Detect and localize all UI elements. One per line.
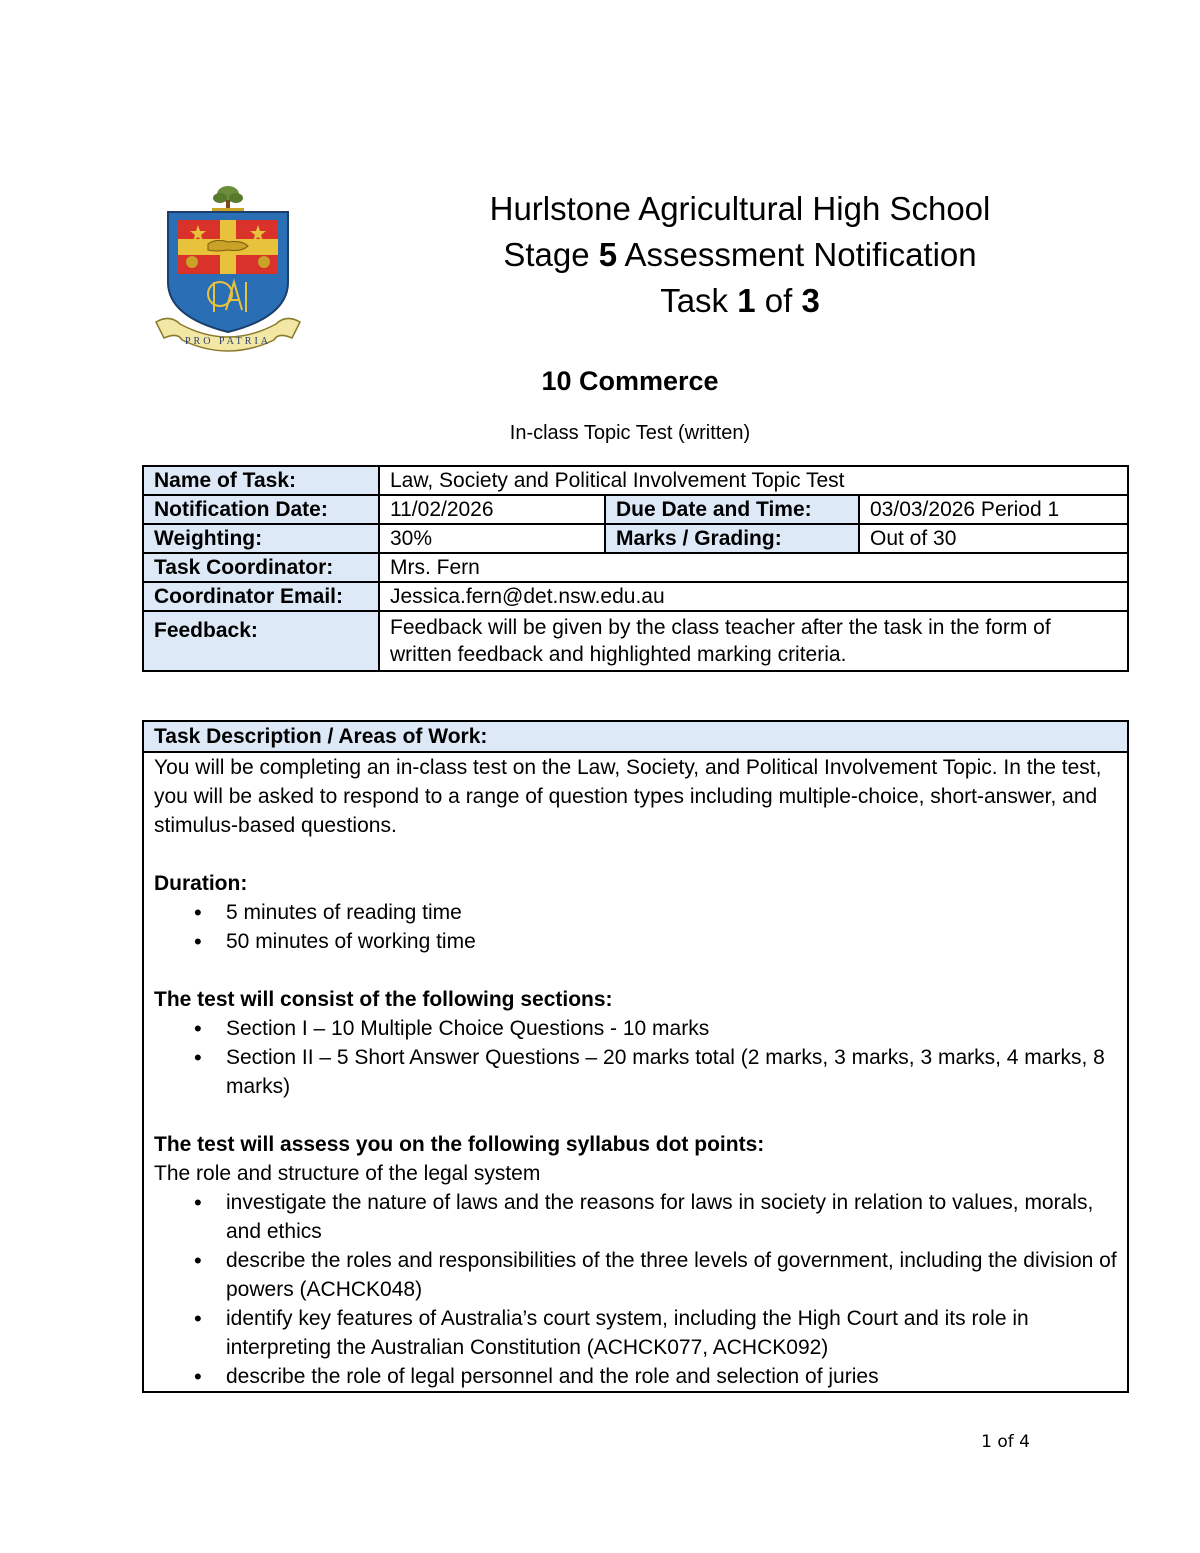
due-date-label: Due Date and Time: bbox=[605, 495, 859, 524]
coordinator-email-value[interactable]: Jessica.fern@det.nsw.edu.au bbox=[379, 582, 1128, 611]
marks-value: Out of 30 bbox=[859, 524, 1128, 553]
sections-list bbox=[154, 1014, 1117, 1101]
task-info-table bbox=[142, 465, 1129, 672]
sections-label: The test will consist of the following sections: bbox=[154, 988, 613, 1011]
task-coordinator-value: Mrs. Fern bbox=[379, 553, 1128, 582]
due-date-value: 03/03/2026 Period 1 bbox=[859, 495, 1128, 524]
subject-title: 10 Commerce bbox=[541, 366, 719, 396]
tree-crest-icon bbox=[212, 186, 244, 214]
table-row bbox=[143, 553, 1128, 582]
task-type: In-class Topic Test (written) bbox=[509, 422, 751, 444]
notification-date-value: 11/02/2026 bbox=[379, 495, 605, 524]
list-item: • Section I – 10 Multiple Choice Questions - 10 marks bbox=[226, 1014, 1117, 1043]
feedback-label: Feedback: bbox=[143, 611, 379, 671]
table-row bbox=[143, 524, 1128, 553]
description-intro: You will be completing an in-class test on the Law, Society, and Political Involvement Topic. In the test, you will be asked to respond to a range of question types including multiple-choice, short-answer, and stimulus-based questions. bbox=[154, 756, 1102, 837]
task-description-heading: Task Description / Areas of Work: bbox=[143, 721, 1128, 752]
coordinator-email-label: Coordinator Email: bbox=[143, 582, 379, 611]
list-item: • 50 minutes of working time bbox=[226, 927, 1117, 956]
table-row bbox=[143, 611, 1128, 671]
notification-date-label: Notification Date: bbox=[143, 495, 379, 524]
syllabus-list bbox=[154, 1188, 1117, 1391]
task-description-table bbox=[142, 720, 1129, 1393]
list-item: • identify key features of Australia’s court system, including the High Court and its role in interpreting the Australian Constitution (ACHCK077, ACHCK092) bbox=[226, 1304, 1117, 1362]
duration-label: Duration: bbox=[154, 872, 248, 895]
name-of-task-value: Law, Society and Political Involvement Topic Test bbox=[379, 466, 1128, 495]
duration-list bbox=[154, 898, 1117, 956]
syllabus-label: The test will assess you on the following syllabus dot points: bbox=[154, 1133, 765, 1156]
task-number: Task 1 of 3 bbox=[660, 282, 820, 319]
list-item: • 5 minutes of reading time bbox=[226, 898, 1117, 927]
weighting-value: 30% bbox=[379, 524, 605, 553]
list-item: • Section II – 5 Short Answer Questions – 20 marks total (2 marks, 3 marks, 3 marks, 4 marks, 8 marks) bbox=[226, 1043, 1117, 1101]
task-description-body bbox=[143, 752, 1128, 1392]
table-row bbox=[143, 721, 1128, 752]
marks-label: Marks / Grading: bbox=[605, 524, 859, 553]
task-coordinator-label: Task Coordinator: bbox=[143, 553, 379, 582]
table-row bbox=[143, 752, 1128, 1392]
list-item: • investigate the nature of laws and the reasons for laws in society in relation to values, morals, and ethics bbox=[226, 1188, 1117, 1246]
table-row bbox=[143, 495, 1128, 524]
name-of-task-label: Name of Task: bbox=[143, 466, 379, 495]
weighting-label: Weighting: bbox=[143, 524, 379, 553]
list-item: • describe the roles and responsibilities of the three levels of government, including the division of powers (ACHCK048) bbox=[226, 1246, 1117, 1304]
feedback-value: Feedback will be given by the class teacher after the task in the form of written feedback and highlighted marking criteria. bbox=[379, 611, 1128, 671]
document-header bbox=[390, 186, 1090, 324]
table-row bbox=[143, 466, 1128, 495]
svg-text:PRO PATRIA: PRO PATRIA bbox=[184, 336, 272, 347]
school-crest-logo bbox=[150, 182, 306, 364]
stage-title: Stage 5 Assessment Notification bbox=[503, 236, 977, 273]
list-item: • describe the role of legal personnel and the role and selection of juries bbox=[226, 1362, 1117, 1391]
school-name: Hurlstone Agricultural High School bbox=[489, 190, 991, 227]
page-number: 1 of 4 bbox=[981, 1432, 1030, 1452]
syllabus-intro: The role and structure of the legal system bbox=[154, 1162, 541, 1185]
table-row bbox=[143, 582, 1128, 611]
